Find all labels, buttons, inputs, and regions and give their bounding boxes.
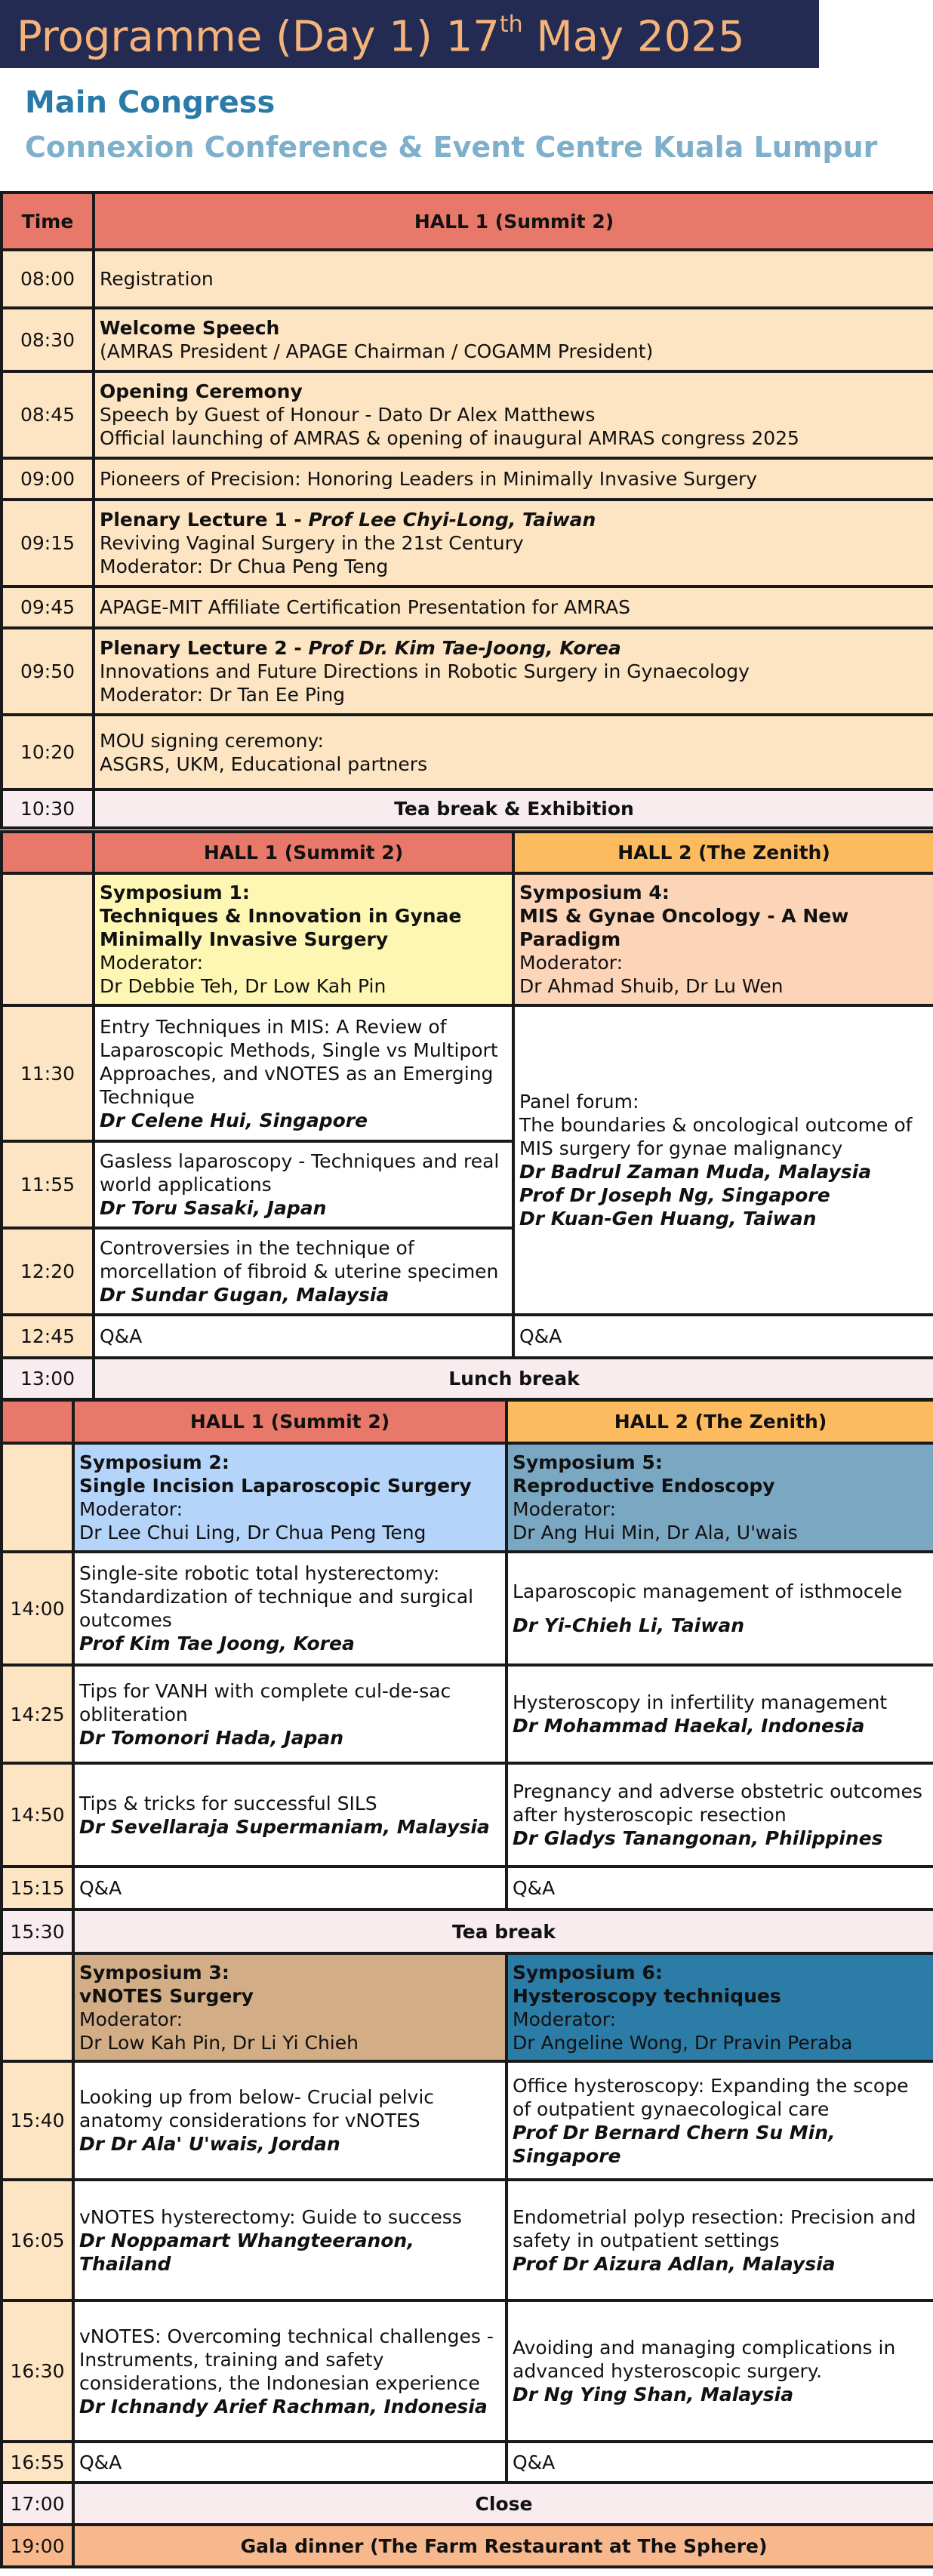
- time-cell: 19:00: [2, 2525, 73, 2567]
- talk-cell: Gasless laparoscopy - Techniques and real world applications Dr Toru Sasaki, Japan: [94, 1141, 513, 1228]
- talk-cell: Looking up from below- Crucial pelvic anatomy considerations for vNOTES Dr Dr Ala' U'wais, Jordan: [73, 2061, 507, 2180]
- table-row: [2, 2061, 933, 2180]
- table-row: [2, 1005, 933, 1141]
- talk-cell: Tips for VANH with complete cul-de-sac obliteration Dr Tomonori Hada, Japan: [73, 1665, 507, 1763]
- time-header-blank: [2, 832, 94, 873]
- talk-cell: vNOTES: Overcoming technical challenges - Instruments, training and safety considerations, the Indonesian experience Dr Ichnandy Arief Rachman, Indonesia: [73, 2301, 507, 2442]
- qa-row: [2, 1315, 933, 1358]
- session-cell: Pioneers of Precision: Honoring Leaders in Minimally Invasive Surgery: [94, 458, 933, 500]
- time-cell: 08:30: [2, 308, 94, 371]
- talk-cell: Avoiding and managing complications in advanced hysteroscopic surgery. Dr Ng Ying Shan, Malaysia: [507, 2301, 933, 2442]
- talk-cell: vNOTES hysterectomy: Guide to success Dr Noppamart Whangteeranon, Thailand: [73, 2180, 507, 2301]
- time-cell: 16:30: [2, 2301, 73, 2442]
- qa-cell: Q&A: [513, 1315, 933, 1358]
- close-cell: Close: [73, 2482, 933, 2525]
- break-row: [2, 2482, 933, 2525]
- table-row: [2, 1665, 933, 1763]
- session-cell: APAGE-MIT Affiliate Certification Presentation for AMRAS: [94, 586, 933, 628]
- break-row: [2, 789, 933, 828]
- time-cell: 08:00: [2, 250, 94, 308]
- qa-cell: Q&A: [507, 2442, 933, 2482]
- symposium-header-row: [2, 873, 933, 1005]
- time-cell: 12:20: [2, 1228, 94, 1315]
- symposium-5-header: Symposium 5: Reproductive Endoscopy Moderator: Dr Ang Hui Min, Dr Ala, U'wais: [507, 1443, 933, 1552]
- session-cell: Welcome Speech (AMRAS President / APAGE Chairman / COGAMM President): [94, 308, 933, 371]
- main-congress-subtitle: Main Congress: [25, 85, 276, 120]
- talk-cell: Office hysteroscopy: Expanding the scope of outpatient gynaecological care Prof Dr Bernard Chern Su Min, Singapore: [507, 2061, 933, 2180]
- time-cell: 16:55: [2, 2442, 73, 2482]
- table-row: [2, 1552, 933, 1665]
- table-row: [2, 371, 933, 458]
- table-row: [2, 308, 933, 371]
- time-cell: 09:50: [2, 628, 94, 715]
- time-cell: 15:15: [2, 1867, 73, 1910]
- break-row: [2, 1358, 933, 1399]
- qa-cell: Q&A: [73, 1867, 507, 1910]
- time-cell: 15:30: [2, 1910, 73, 1953]
- morning-symposia-table: [0, 830, 933, 1401]
- table-row: [2, 2301, 933, 2442]
- qa-row: [2, 2442, 933, 2482]
- hall1-header: HALL 1 (Summit 2): [94, 832, 513, 873]
- symposium-6-header: Symposium 6: Hysteroscopy techniques Moderator: Dr Angeline Wong, Dr Pravin Peraba: [507, 1953, 933, 2061]
- time-cell: 10:20: [2, 715, 94, 789]
- time-cell: 11:55: [2, 1141, 94, 1228]
- symposium-4-header: Symposium 4: MIS & Gynae Oncology - A New Paradigm Moderator: Dr Ahmad Shuib, Dr Lu Wen: [513, 873, 933, 1005]
- tea-break-cell: Tea break: [73, 1910, 933, 1953]
- time-header-blank: [2, 1400, 73, 1443]
- talk-cell: Laparoscopic management of isthmocele Dr Yi-Chieh Li, Taiwan: [507, 1552, 933, 1665]
- time-cell: 09:45: [2, 586, 94, 628]
- talk-cell: Single-site robotic total hysterectomy: Standardization of technique and surgical outcomes Prof Kim Tae Joong, Korea: [73, 1552, 507, 1665]
- talk-cell: Endometrial polyp resection: Precision and safety in outpatient settings Prof Dr Aizura Adlan, Malaysia: [507, 2180, 933, 2301]
- qa-cell: Q&A: [94, 1315, 513, 1358]
- venue-subtitle: Connexion Conference & Event Centre Kuala Lumpur: [25, 131, 878, 164]
- table-row: [2, 2180, 933, 2301]
- gala-row: [2, 2525, 933, 2567]
- gala-dinner-cell: Gala dinner (The Farm Restaurant at The Sphere): [73, 2525, 933, 2567]
- time-cell: 12:45: [2, 1315, 94, 1358]
- symposium-3-header: Symposium 3: vNOTES Surgery Moderator: Dr Low Kah Pin, Dr Li Yi Chieh: [73, 1953, 507, 2061]
- talk-cell: Entry Techniques in MIS: A Review of Laparoscopic Methods, Single vs Multiport Approaches, and vNOTES as an Emerging Technique Dr Celene Hui, Singapore: [94, 1005, 513, 1141]
- table-header-row: [2, 192, 933, 250]
- qa-row: [2, 1867, 933, 1910]
- symposium-header-row: [2, 1443, 933, 1552]
- talk-cell: Tips & tricks for successful SILS Dr Sevellaraja Supermaniam, Malaysia: [73, 1763, 507, 1867]
- session-cell: Plenary Lecture 2 - Prof Dr. Kim Tae-Joong, Korea Innovations and Future Directions in Robotic Surgery in Gynaecology Moderator: Dr Tan Ee Ping: [94, 628, 933, 715]
- panel-forum-cell: Panel forum: The boundaries & oncological outcome of MIS surgery for gynae malignancy Dr Badrul Zaman Muda, Malaysia Prof Dr Joseph Ng, Singapore Dr Kuan-Gen Huang, Taiwan: [513, 1005, 933, 1315]
- time-cell: 09:00: [2, 458, 94, 500]
- time-cell: 15:40: [2, 2061, 73, 2180]
- symposium-1-header: Symposium 1: Techniques & Innovation in Gynae Minimally Invasive Surgery Moderator: Dr Debbie Teh, Dr Low Kah Pin: [94, 873, 513, 1005]
- time-cell: [2, 873, 94, 1005]
- break-row: [2, 1910, 933, 1953]
- session-cell: MOU signing ceremony: ASGRS, UKM, Educational partners: [94, 715, 933, 789]
- symposium-header-row: [2, 1953, 933, 2061]
- hall-header-row: [2, 1400, 933, 1443]
- time-cell: 14:00: [2, 1552, 73, 1665]
- tea-break-cell: Tea break & Exhibition: [94, 789, 933, 828]
- session-cell: Plenary Lecture 1 - Prof Lee Chyi-Long, Taiwan Reviving Vaginal Surgery in the 21st Century Moderator: Dr Chua Peng Teng: [94, 500, 933, 586]
- time-cell: [2, 1953, 73, 2061]
- afternoon-symposia-table: [0, 1399, 933, 2568]
- time-cell: 11:30: [2, 1005, 94, 1141]
- time-cell: 09:15: [2, 500, 94, 586]
- session-cell: Registration: [94, 250, 933, 308]
- hall1-header: HALL 1 (Summit 2): [73, 1400, 507, 1443]
- programme-title: Programme (Day 1) 17th May 2025: [0, 0, 819, 68]
- table-row: [2, 458, 933, 500]
- time-cell: 10:30: [2, 789, 94, 828]
- table-row: [2, 500, 933, 586]
- time-cell: 17:00: [2, 2482, 73, 2525]
- lunch-break-cell: Lunch break: [94, 1358, 933, 1399]
- symposium-2-header: Symposium 2: Single Incision Laparoscopic Surgery Moderator: Dr Lee Chui Ling, Dr Chua Peng Teng: [73, 1443, 507, 1552]
- table-row: [2, 586, 933, 628]
- hall2-header: HALL 2 (The Zenith): [513, 832, 933, 873]
- time-column-header: Time: [2, 192, 94, 250]
- time-cell: 16:05: [2, 2180, 73, 2301]
- time-cell: 08:45: [2, 371, 94, 458]
- time-cell: 13:00: [2, 1358, 94, 1399]
- plenary-schedule-table: [0, 191, 933, 829]
- talk-cell: Controversies in the technique of morcellation of fibroid & uterine specimen Dr Sundar Gugan, Malaysia: [94, 1228, 513, 1315]
- hall2-header: HALL 2 (The Zenith): [507, 1400, 933, 1443]
- hall1-column-header: HALL 1 (Summit 2): [94, 192, 933, 250]
- qa-cell: Q&A: [73, 2442, 507, 2482]
- table-row: [2, 1763, 933, 1867]
- table-row: [2, 715, 933, 789]
- time-cell: [2, 1443, 73, 1552]
- session-cell: Opening Ceremony Speech by Guest of Honour - Dato Dr Alex Matthews Official launching of AMRAS & opening of inaugural AMRAS congress 2025: [94, 371, 933, 458]
- time-cell: 14:25: [2, 1665, 73, 1763]
- table-row: [2, 628, 933, 715]
- table-row: [2, 250, 933, 308]
- qa-cell: Q&A: [507, 1867, 933, 1910]
- time-cell: 14:50: [2, 1763, 73, 1867]
- talk-cell: Hysteroscopy in infertility management Dr Mohammad Haekal, Indonesia: [507, 1665, 933, 1763]
- hall-header-row: [2, 832, 933, 873]
- talk-cell: Pregnancy and adverse obstetric outcomes after hysteroscopic resection Dr Gladys Tanangonan, Philippines: [507, 1763, 933, 1867]
